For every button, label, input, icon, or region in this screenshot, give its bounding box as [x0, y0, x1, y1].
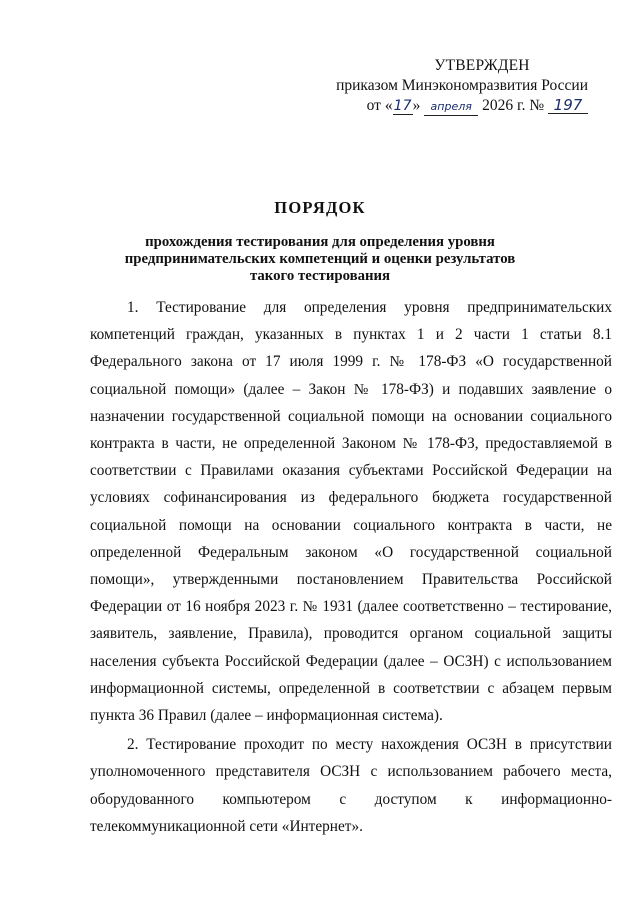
approval-date-line	[336, 96, 588, 116]
date-day-suffix: »	[412, 97, 421, 114]
document-title: ПОРЯДОК	[274, 198, 366, 217]
paragraph-2: 2. Тестирование проходит по месту нахождения ОСЗН в присутствии уполномоченного представителя ОСЗН с использованием рабочего места, оборудованного компьютером с доступом к информационно-телекоммуникационной сети «Интернет».	[90, 736, 612, 835]
document-subtitle	[0, 234, 640, 285]
date-year-number-label: 2026 г. №	[482, 97, 545, 114]
approval-title: УТВЕРЖДЕН	[434, 57, 530, 74]
paragraph-1: 1. Тестирование для определения уровня предпринимательских компетенций граждан, указанных в пунктах 1 и 2 части 1 статьи 8.1 Федерального закона от 17 июля 1999 г. № 178-ФЗ «О государственной социальной помощи» (далее – Закон № 178-ФЗ) и подавших заявление о назначении государственной социальной помощи на основании социального контракта в части, не определенной Законом № 178-ФЗ, предоставляемой в соответствии с Правилами оказания субъектами Российской Федерации на условиях софинансирования из федерального бюджета государственной социальной помощи на основании социального контракта в части, не определенной Федеральным законом «О государственной социальной помощи», утвержденными постановлением Правительства Российской Федерации от 16 ноября 2023 г. № 1931 (далее соответственно – тестирование, заявитель, заявление, Правила), проводится органом социальной защиты населения субъекта Российской Федерации (далее – ОСЗН) с использованием информационной системы, определенной в соответствии с абзацем первым пункта 36 Правил (далее – информационная система).	[90, 299, 612, 725]
approval-stamp	[336, 56, 588, 116]
subtitle-line: прохождения тестирования для определения уровня	[145, 234, 495, 250]
subtitle-line: предпринимательских компетенций и оценки результатов	[124, 251, 516, 267]
date-prefix: от «	[366, 97, 393, 114]
subtitle-line: такого тестирования	[249, 268, 391, 284]
approval-order-line: приказом Минэкономразвития России	[336, 77, 588, 94]
handwritten-month: апреля	[424, 99, 478, 116]
handwritten-order-number: 197	[548, 97, 588, 114]
document-body	[90, 294, 612, 840]
handwritten-day: 17	[393, 98, 412, 114]
